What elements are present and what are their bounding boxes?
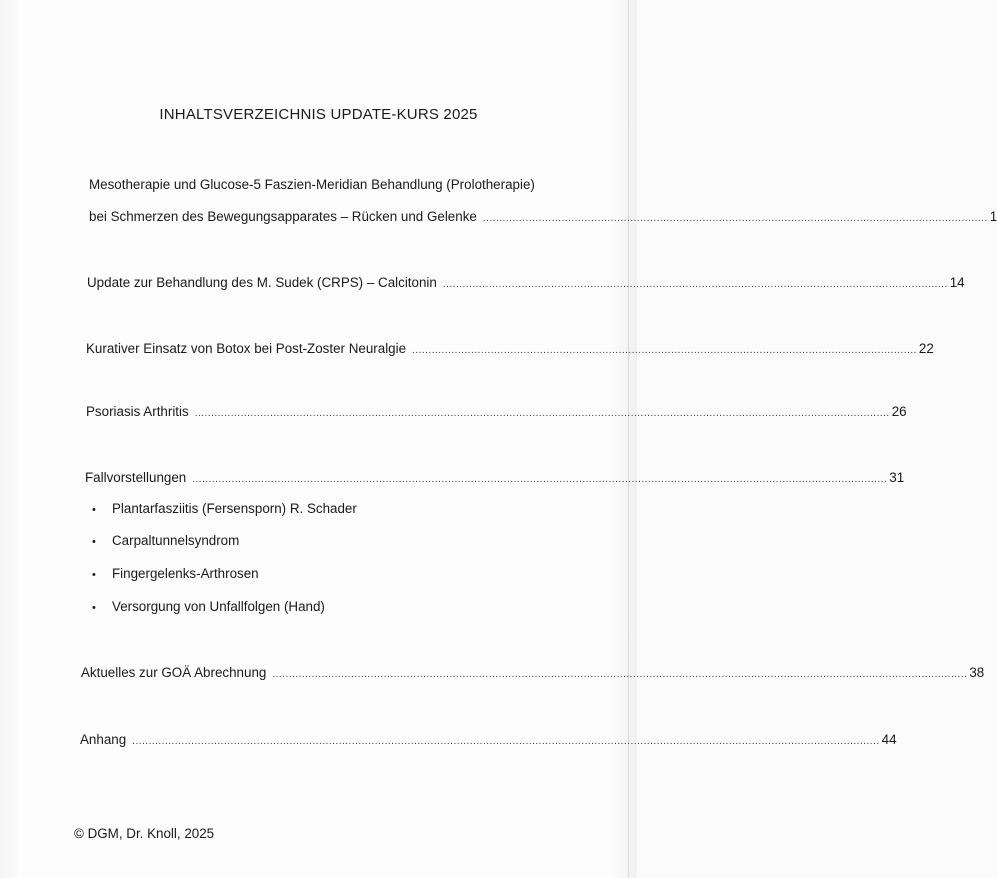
- toc-entry-1-line-1: Mesotherapie und Glucose-5 Faszien-Meridian Behandlung (Prolotherapie): [89, 177, 535, 192]
- bullet-icon: •: [92, 536, 96, 548]
- toc-page-number: 38: [969, 665, 985, 680]
- sub-item-label: Fingergelenks-Arthrosen: [112, 566, 259, 581]
- leader-dots: ..........................................................................................................................................................: [482, 213, 988, 224]
- toc-page-number: 26: [891, 404, 907, 419]
- toc-page-number: 14: [949, 275, 965, 290]
- leader-dots: ....................................................................................................................................................................................................................: [192, 474, 888, 485]
- sub-item: [92, 566, 259, 581]
- toc-entry-6: [81, 665, 985, 680]
- sub-item: [92, 599, 325, 614]
- toc-entry-label: Fallvorstellungen: [85, 470, 187, 485]
- leader-dots: ....................................................................................................................................................................................................................................: [132, 736, 880, 747]
- leader-dots: ....................................................................................................................................................................................................................: [272, 669, 968, 680]
- sub-item-label: Versorgung von Unfallfolgen (Hand): [112, 599, 325, 614]
- bullet-icon: •: [92, 504, 96, 516]
- toc-entry-1: [89, 209, 997, 224]
- toc-entry-2: [87, 275, 965, 290]
- bullet-icon: •: [92, 569, 96, 581]
- toc-page-number: 44: [881, 732, 897, 747]
- sub-item-label: Carpaltunnelsyndrom: [112, 533, 240, 548]
- toc-title: INHALTSVERZEICHNIS UPDATE-KURS 2025: [159, 106, 478, 123]
- toc-entry-label: Anhang: [80, 732, 127, 747]
- toc-entry-7: [80, 732, 897, 747]
- leader-dots: ..........................................................................................................................................................: [442, 279, 948, 290]
- toc-entry-label: Aktuelles zur GOÄ Abrechnung: [81, 665, 267, 680]
- sub-item: [92, 533, 239, 548]
- toc-entry-4: [86, 404, 907, 419]
- toc-entry-5: [85, 470, 905, 485]
- toc-entry-label: bei Schmerzen des Bewegungsapparates – Rücken und Gelenke: [89, 209, 477, 224]
- toc-entry-label: Kurativer Einsatz von Botox bei Post-Zoster Neuralgie: [86, 341, 407, 356]
- toc-entry-label: Psoriasis Arthritis: [86, 404, 189, 419]
- toc-entry-3: [86, 341, 934, 356]
- leader-dots: ....................................................................................................................................................................................................................: [194, 408, 890, 419]
- toc-page-number: 1: [989, 209, 997, 224]
- leader-dots: ..........................................................................................................................................................: [412, 345, 917, 356]
- copyright-footer: © DGM, Dr. Knoll, 2025: [74, 826, 215, 841]
- toc-entry-label: Update zur Behandlung des M. Sudek (CRPS) – Calcitonin: [87, 275, 437, 290]
- sub-item-label: Plantarfasziitis (Fersensporn) R. Schader: [112, 501, 357, 516]
- toc-page-number: 31: [889, 470, 905, 485]
- toc-page-number: 22: [918, 341, 934, 356]
- sub-item: [92, 501, 357, 516]
- bullet-icon: •: [92, 602, 96, 614]
